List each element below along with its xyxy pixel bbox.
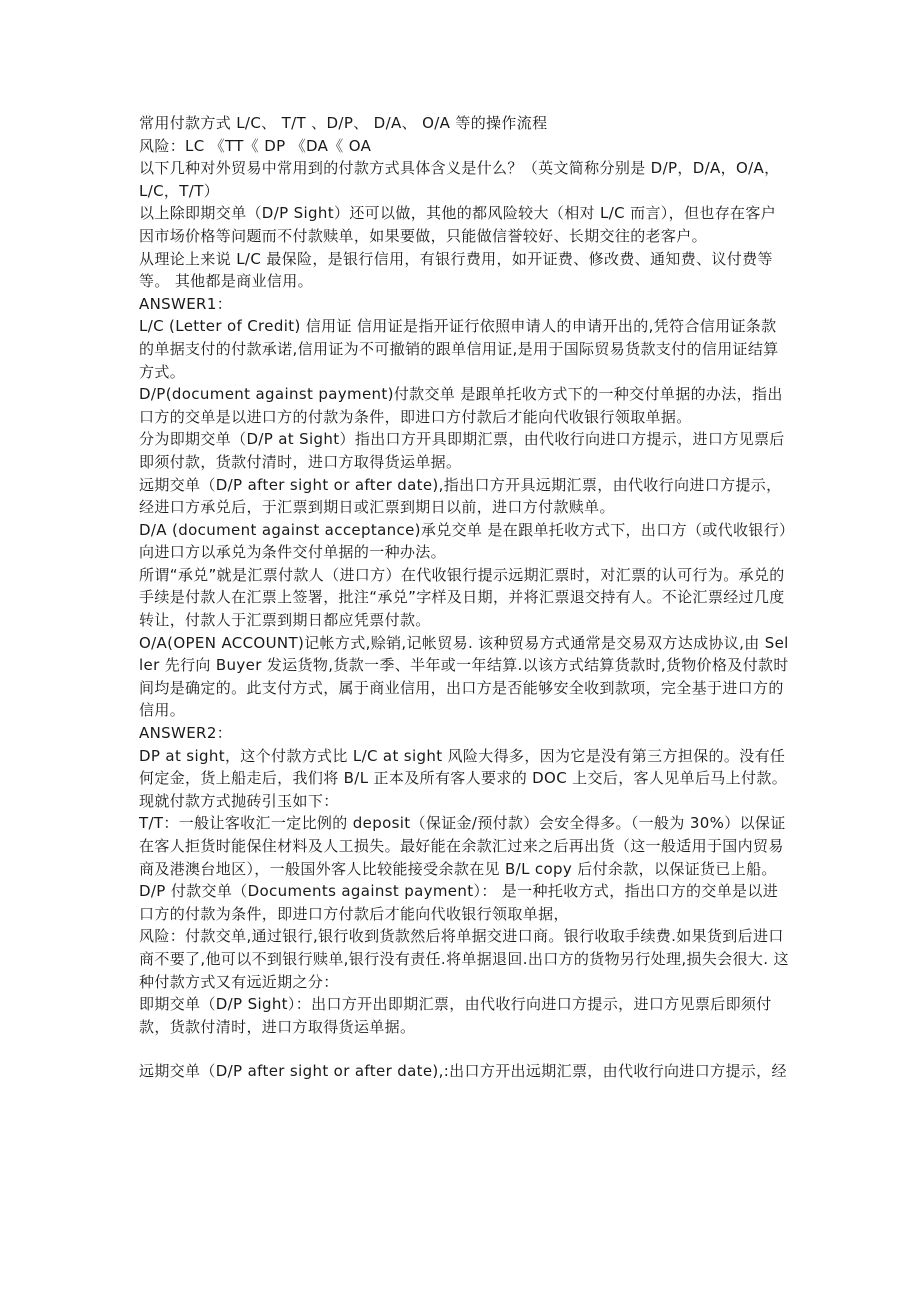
body-paragraph: T/T：一般让客收汇一定比例的 deposit（保证金/预付款）会安全得多。（一般为 30%）以保证在客人拒货时能保住材料及人工损失。最好能在余款汇过来之后再出货（这一般适用于国内贸易商及港澳台地区），一般国外客人比较能接受余款在见 B/L copy 后付余款，以保证货已上船。: [139, 814, 786, 878]
risk-ranking: 风险：LC 《TT《 DP 《DA《 OA: [139, 136, 372, 155]
body-paragraph: DP at sight，这个付款方式比 L/C at sight 风险大得多，因为它是没有第三方担保的。没有任何定金，货上船走后，我们将 B/L 正本及所有客人要求的 DOC 上交后，客人见单后马上付款。 现就付款方式抛砖引玉如下：: [139, 746, 788, 810]
body-paragraph: 从理论上来说 L/C 最保险，是银行信用，有银行费用，如开证费、修改费、通知费、议付费等等。 其他都是商业信用。: [139, 249, 773, 291]
body-paragraph: 分为即期交单（D/P at Sight）指出口方开具即期汇票，由代收行向进口方提示，进口方见票后即须付款，货款付清时，进口方取得货运单据。: [139, 430, 785, 471]
body-paragraph: O/A(OPEN ACCOUNT)记帐方式,赊销,记帐贸易. 该种贸易方式通常是交易双方达成协议,由 Seller 先行向 Buyer 发运货物,货款一季、半年或一年结算.以该方式结算货款时,货物价格及付款时间均是确定的。此支付方式，属于商业信用，出口方是否能够安全收到款项，完全基于进口方的信用。: [139, 633, 789, 720]
document-body: [139, 112, 789, 1083]
body-paragraph: L/C (Letter of Credit) 信用证 信用证是指开证行依照申请人的申请开出的,凭符合信用证条款的单据支付的付款承诺,信用证为不可撤销的跟单信用证,是用于国际贸易货款支付的信用证结算方式。: [139, 317, 779, 381]
body-paragraph: 风险：付款交单,通过银行,银行收到货款然后将单据交进口商。银行收取手续费.如果货到后进口商不要了,他可以不到银行赎单,银行没有责任.将单据退回.出口方的货物另行处理,损失会很大. 这种付款方式又有远近期之分：: [139, 927, 789, 991]
body-paragraph: D/P 付款交单（Documents against payment）： 是一种托收方式，指出口方的交单是以进口方的付款为条件，即进口方付款后才能向代收银行领取单据，: [139, 882, 779, 923]
question-paragraph: 以下几种对外贸易中常用到的付款方式具体含义是什么？（英文简称分别是 D/P，D/A，O/A，L/C，T/T）: [139, 159, 780, 200]
body-paragraph: 所谓“承兑”就是汇票付款人（进口方）在代收银行提示远期汇票时，对汇票的认可行为。承兑的手续是付款人在汇票上签署，批注“承兑”字样及日期，并将汇票退交持有人。不论汇票经过几度转让，付款人于汇票到期日都应凭票付款。: [139, 565, 785, 630]
body-paragraph: 远期交单（D/P after sight or after date),:出口方开出远期汇票，由代收行向进口方提示，经: [139, 1062, 787, 1081]
document-title: 常用付款方式 L/C、 T/T 、D/P、 D/A、 O/A 等的操作流程: [139, 114, 548, 132]
answer2-heading: ANSWER2：: [139, 724, 233, 743]
body-paragraph: 以上除即期交单（D/P Sight）还可以做，其他的都风险较大（相对 L/C 而言），但也存在客户因市场价格等问题而不付款赎单，如果要做，只能做信誉较好、长期交往的老客户。: [139, 204, 777, 245]
body-paragraph: D/P(document against payment)付款交单 是跟单托收方式下的一种交付单据的办法，指出口方的交单是以进口方的付款为条件，即进口方付款后才能向代收银行领取单据。: [139, 385, 783, 426]
body-paragraph: 远期交单（D/P after sight or after date),指出口方开具远期汇票，由代收行向进口方提示，经进口方承兑后，于汇票到期日或汇票到期日以前，进口方付款赎单。: [139, 475, 782, 517]
body-paragraph: D/A (document against acceptance)承兑交单 是在跟单托收方式下，出口方（或代收银行）向进口方以承兑为条件交付单据的一种办法。: [139, 520, 787, 562]
answer1-heading: ANSWER1：: [139, 294, 233, 313]
body-paragraph: 即期交单（D/P Sight）：出口方开出即期汇票，由代收行向进口方提示，进口方见票后即须付款，货款付清时，进口方取得货运单据。: [139, 995, 772, 1036]
